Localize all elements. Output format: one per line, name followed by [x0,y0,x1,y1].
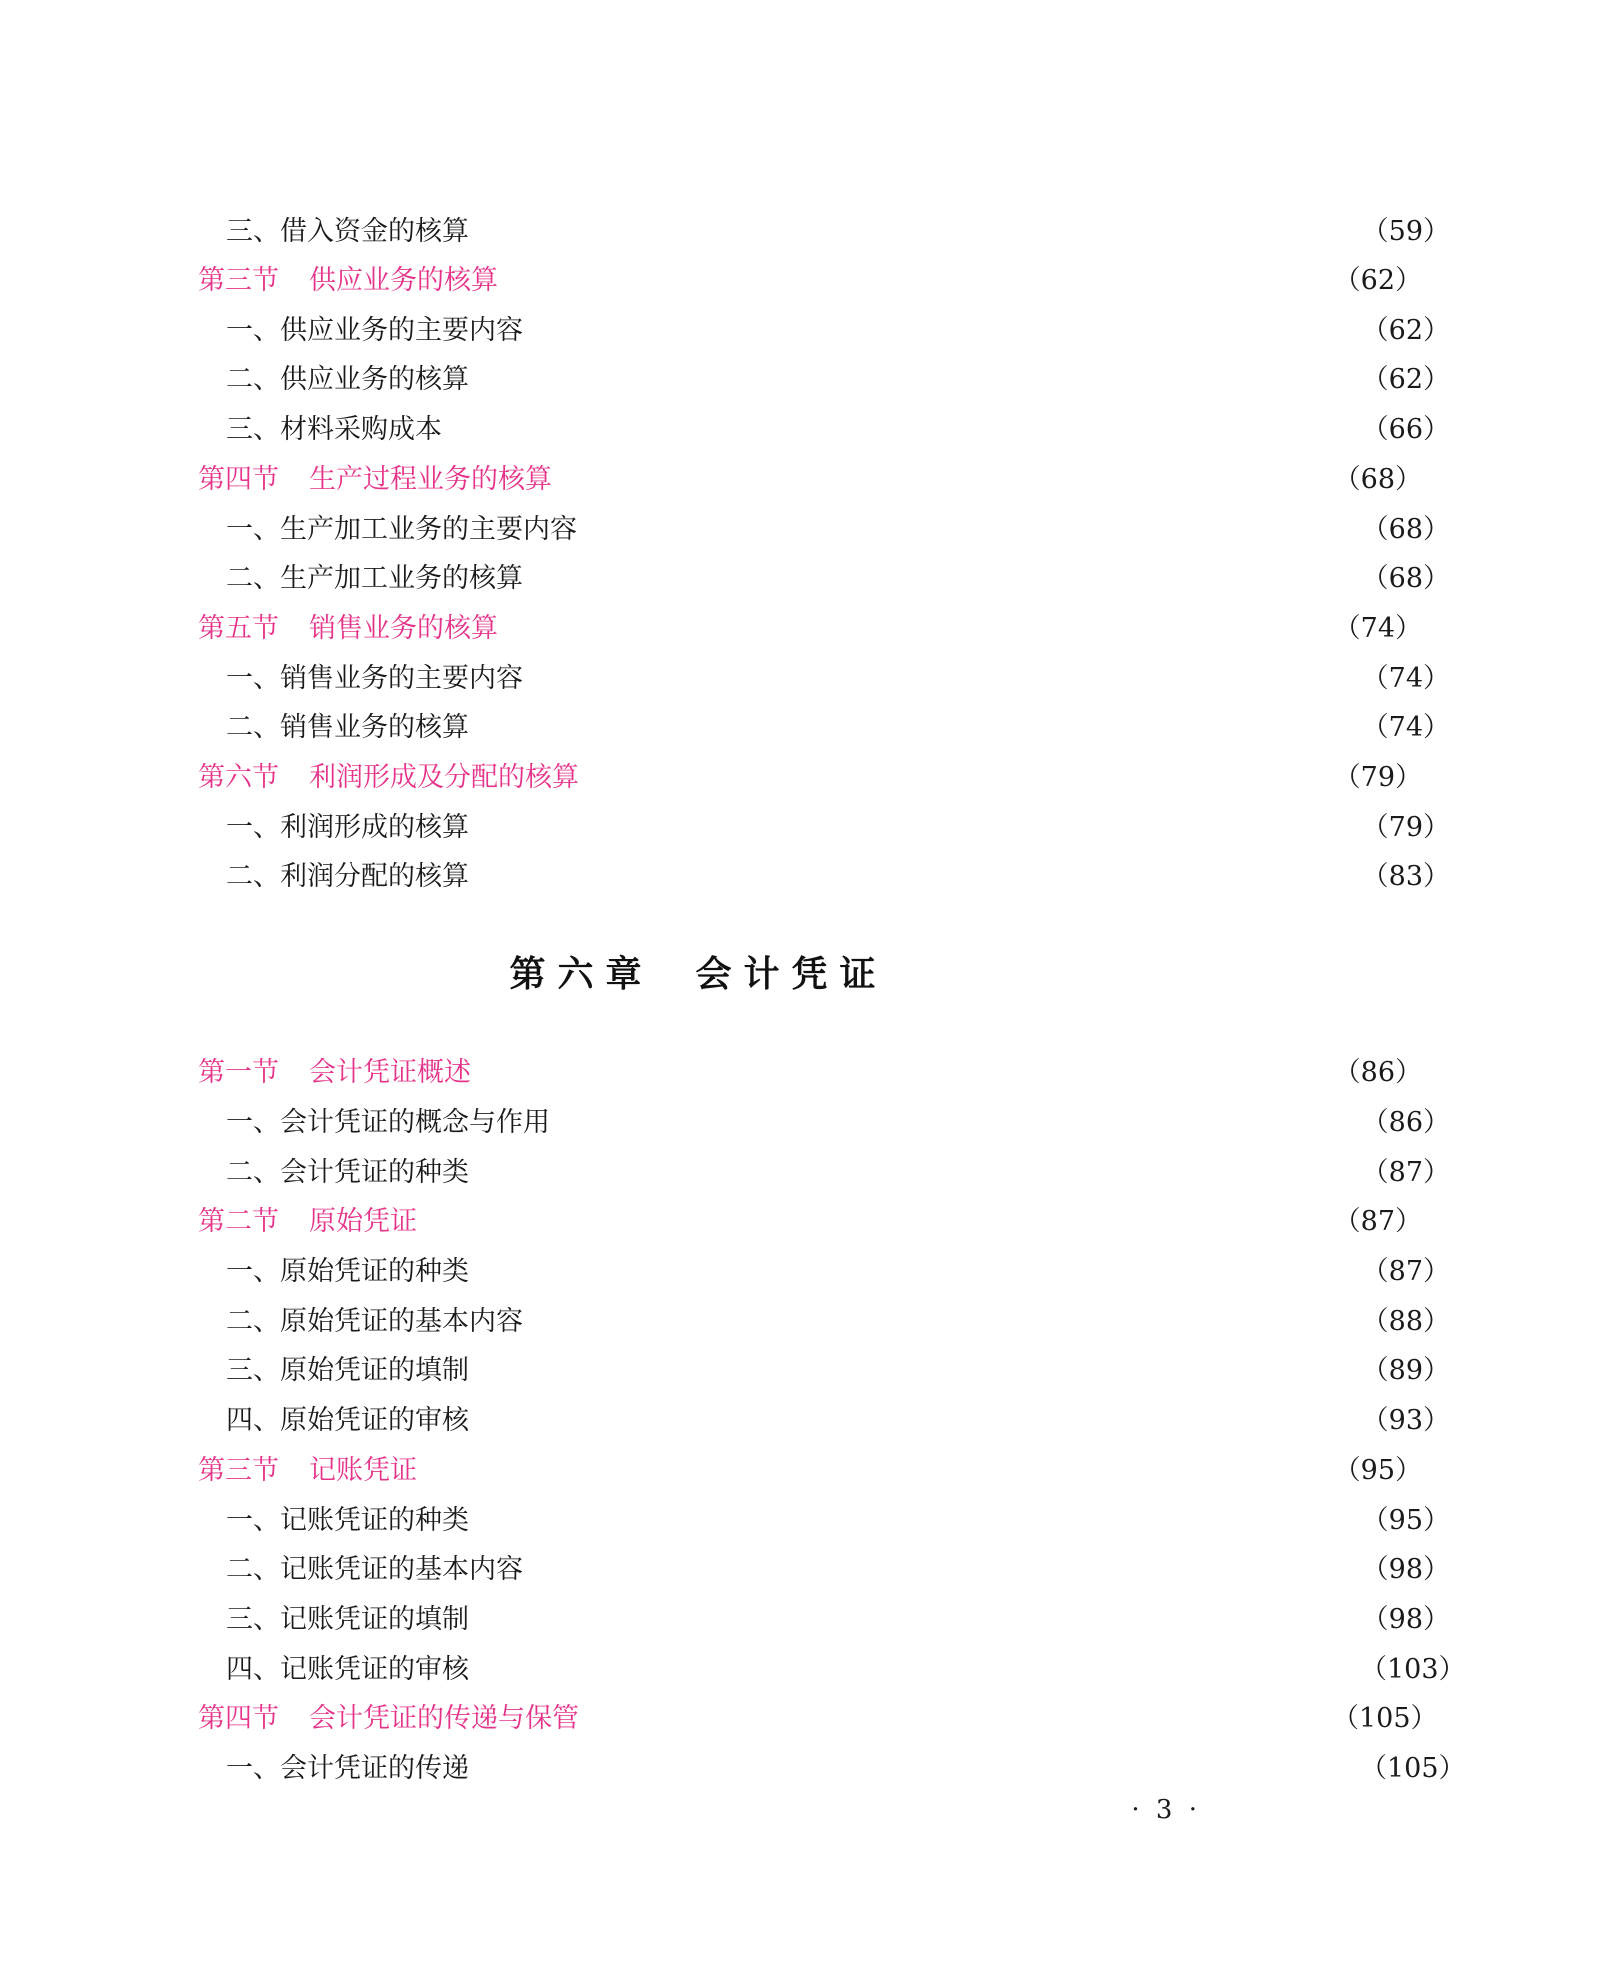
toc-section-page: （79） [1333,762,1422,793]
toc-entry[interactable] [0,803,1623,853]
toc-section[interactable] [0,1197,1595,1247]
toc-entry-label: 二、销售业务的核算 [226,712,469,743]
toc-entry-label: 二、原始凭证的基本内容 [226,1306,523,1337]
toc-section-label [198,604,498,654]
section-title: 利润形成及分配的核算 [309,762,579,793]
toc-entry-label: 一、生产加工业务的主要内容 [226,514,577,545]
toc-entry[interactable] [0,1396,1623,1446]
toc-section-label [198,455,552,505]
toc-entry-page: （66） [1361,414,1450,445]
toc-entry-label: 二、会计凭证的种类 [226,1157,469,1188]
toc-entry-page: （93） [1361,1405,1450,1436]
toc-entry-label: 一、销售业务的主要内容 [226,663,523,694]
dot-leader [533,1545,1350,1595]
toc-section-page: （95） [1333,1455,1422,1486]
dot-leader [479,1396,1350,1446]
toc-entry-page: （68） [1361,563,1450,594]
toc-entry[interactable] [0,1297,1623,1347]
toc-entry-label: 三、借入资金的核算 [226,216,469,247]
toc-section-label [198,1048,471,1098]
toc-entry-page: （62） [1361,364,1450,395]
dot-leader [479,1744,1350,1794]
dot-leader [479,1645,1350,1695]
section-number: 第五节 [198,613,279,644]
section-title: 会计凭证的传递与保管 [309,1703,579,1734]
dot-leader [589,1694,1322,1744]
dot-leader [560,1098,1350,1148]
toc-entry-page: （62） [1361,315,1450,346]
dot-leader [479,803,1350,853]
dot-leader [452,405,1350,455]
toc-section-page: （62） [1333,265,1422,296]
section-title: 销售业务的核算 [309,613,498,644]
toc-entry-page: （87） [1361,1256,1450,1287]
toc-entry-label: 一、供应业务的主要内容 [226,315,523,346]
section-number: 第四节 [198,1703,279,1734]
toc-entry[interactable] [0,207,1623,257]
toc-entry-label: 二、记账凭证的基本内容 [226,1554,523,1585]
toc-section-page: （68） [1333,464,1422,495]
toc-entry-label: 二、供应业务的核算 [226,364,469,395]
toc-section[interactable] [0,753,1595,803]
toc-entry-page: （68） [1361,514,1450,545]
dot-leader [427,1446,1322,1496]
toc-section[interactable] [0,1446,1595,1496]
section-number: 第三节 [198,265,279,296]
toc-entry[interactable] [0,1098,1623,1148]
section-number: 第六节 [198,762,279,793]
chapter-title: 会计凭证 [695,953,888,995]
toc-entry[interactable] [0,1595,1623,1645]
toc-entry-page: （59） [1361,216,1450,247]
toc-entry-label: 三、原始凭证的填制 [226,1355,469,1386]
dot-leader [533,1297,1350,1347]
toc-entry-label: 四、记账凭证的审核 [226,1654,469,1685]
toc-entry[interactable] [0,505,1623,555]
section-number: 第一节 [198,1057,279,1088]
toc-entry[interactable] [0,1148,1623,1198]
dot-leader [479,1496,1350,1546]
toc-entry-label: 四、原始凭证的审核 [226,1405,469,1436]
toc-entry-page: （103） [1360,1654,1466,1685]
section-title: 生产过程业务的核算 [309,464,552,495]
toc-entry[interactable] [0,1247,1623,1297]
toc-entry[interactable] [0,703,1623,753]
toc-entry-label: 一、会计凭证的概念与作用 [226,1107,550,1138]
toc-entry[interactable] [0,355,1623,405]
dot-leader [508,256,1322,306]
toc-entry-page: （83） [1361,861,1450,892]
section-number: 第三节 [198,1455,279,1486]
toc-entry-label: 一、会计凭证的传递 [226,1753,469,1784]
toc-entry-page: （105） [1360,1753,1466,1784]
toc-entry-label: 一、利润形成的核算 [226,812,469,843]
toc-entry-page: （79） [1361,812,1450,843]
toc-section-label [198,1694,579,1744]
dot-leader [479,1346,1350,1396]
section-title: 原始凭证 [309,1206,417,1237]
dot-leader [479,355,1350,405]
dot-leader [479,1247,1350,1297]
page-number: · 3 · [1131,1795,1201,1825]
toc-entry-label: 一、记账凭证的种类 [226,1505,469,1536]
toc-entry[interactable] [0,405,1623,455]
dot-leader [479,703,1350,753]
toc-entry-page: （74） [1361,663,1450,694]
toc-entry-label: 三、材料采购成本 [226,414,442,445]
section-number: 第四节 [198,464,279,495]
toc-entry[interactable] [0,1744,1623,1794]
toc-entry-page: （86） [1361,1107,1450,1138]
toc-entry[interactable] [0,554,1623,604]
section-title: 记账凭证 [309,1455,417,1486]
toc-entry-label: 二、生产加工业务的核算 [226,563,523,594]
toc-section-page: （74） [1333,613,1422,644]
toc-entry-label: 一、原始凭证的种类 [226,1256,469,1287]
dot-leader [533,554,1350,604]
dot-leader [427,1197,1322,1247]
chapter-heading [0,946,1397,1006]
dot-leader [562,455,1322,505]
toc-section-label [198,753,579,803]
toc-section[interactable] [0,604,1595,654]
dot-leader [533,306,1350,356]
section-title: 会计凭证概述 [309,1057,471,1088]
toc-entry-label: 三、记账凭证的填制 [226,1604,469,1635]
toc-entry[interactable] [0,1346,1623,1396]
toc-section-page: （105） [1332,1703,1438,1734]
toc-section-label [198,256,498,306]
toc-entry-page: （98） [1361,1604,1450,1635]
toc-section-label [198,1197,417,1247]
toc-entry-page: （89） [1361,1355,1450,1386]
toc-section[interactable] [0,455,1595,505]
chapter-number: 第六章 [509,953,654,995]
dot-leader [589,753,1322,803]
toc-section[interactable] [0,1048,1595,1098]
toc-entry-label: 二、利润分配的核算 [226,861,469,892]
toc-entry[interactable] [0,1496,1623,1546]
toc-entry[interactable] [0,1545,1623,1595]
toc-section-page: （86） [1333,1057,1422,1088]
dot-leader [479,207,1350,257]
dot-leader [533,654,1350,704]
dot-leader [479,1148,1350,1198]
dot-leader [508,604,1322,654]
toc-entry-page: （98） [1361,1554,1450,1585]
toc-entry-page: （95） [1361,1505,1450,1536]
section-number: 第二节 [198,1206,279,1237]
dot-leader [479,1595,1350,1645]
toc-entry[interactable] [0,852,1623,902]
toc-entry-page: （74） [1361,712,1450,743]
toc-entry[interactable] [0,654,1623,704]
section-title: 供应业务的核算 [309,265,498,296]
toc-entry-page: （87） [1361,1157,1450,1188]
toc-section[interactable] [0,1694,1595,1744]
toc-section-label [198,1446,417,1496]
dot-leader [481,1048,1322,1098]
toc-entry[interactable] [0,306,1623,356]
toc-section[interactable] [0,256,1595,306]
dot-leader [587,505,1350,555]
dot-leader [479,852,1350,902]
toc-entry[interactable] [0,1645,1623,1695]
toc-entry-page: （88） [1361,1306,1450,1337]
toc-section-page: （87） [1333,1206,1422,1237]
